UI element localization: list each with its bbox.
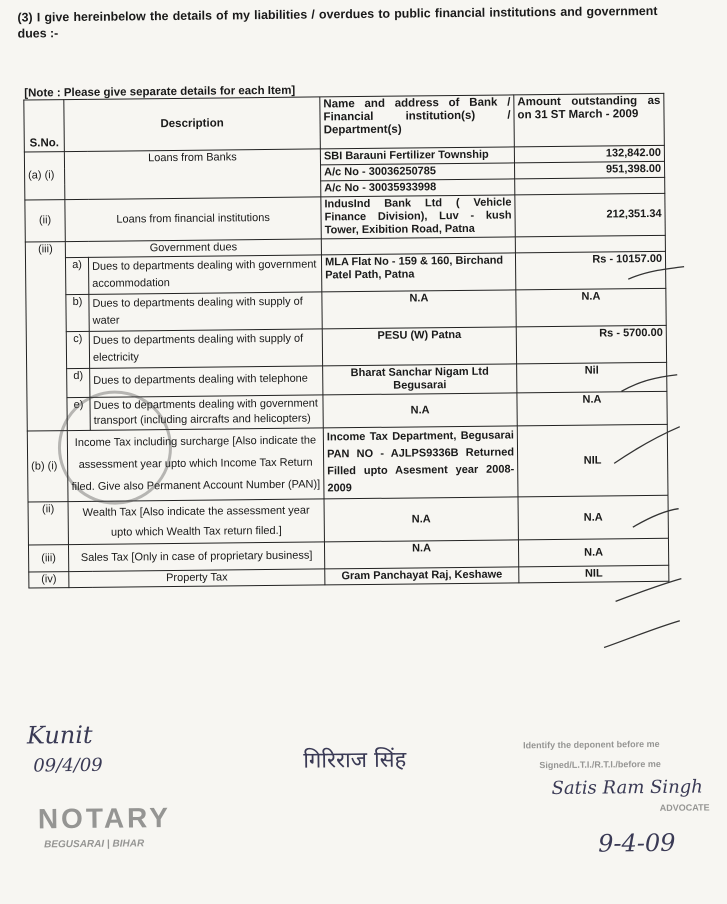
amount-value: N.A <box>517 391 667 426</box>
bank-name: N.A <box>324 497 518 542</box>
bank-name: N.A <box>324 540 518 569</box>
row-sno: (iv) <box>29 572 69 588</box>
amount-value: Rs - 10157.00 <box>515 251 665 290</box>
header-bank: Name and address of Bank / Financial institution(s) / Department(s) <box>320 95 515 149</box>
amount-value: N.A <box>516 288 666 327</box>
sub-label: e) <box>67 397 90 430</box>
row-description: Government dues <box>65 239 321 258</box>
tick-mark-icon <box>602 619 682 652</box>
sub-label: c) <box>66 331 89 368</box>
table-row <box>25 193 665 242</box>
row-sno: (iii) <box>28 545 68 572</box>
row-description: Wealth Tax [Also indicate the assessment year upto which Wealth Tax return filed.] <box>68 499 324 545</box>
notary-place: BEGUSARAI | BIHAR <box>44 838 145 851</box>
bank-name: N.A <box>323 393 517 428</box>
amount-value: 212,351.34 <box>515 193 665 237</box>
advocate-signature: Satis Ram Singh <box>551 776 703 800</box>
tick-mark-icon <box>631 507 681 532</box>
row-description: Dues to departments dealing with government accommodation <box>88 255 321 294</box>
row-sno: (iii) <box>25 242 67 431</box>
row-description: Loans from Banks <box>64 149 321 200</box>
initial-signature: Kunit <box>26 720 93 750</box>
amount-value: N.A <box>518 538 668 567</box>
notary-stamp: NOTARY <box>37 802 172 835</box>
tick-mark-icon <box>612 425 682 466</box>
initial-date: 09/4/09 <box>33 754 103 777</box>
tick-mark-icon <box>613 577 683 606</box>
row-sno: (a) (i) <box>24 152 65 200</box>
amount-value: N.A <box>518 495 668 540</box>
bank-name: Income Tax Department, Begusarai PAN NO - AJLPS9336B Returned Filled upto Asesment year 2008-2009 <box>323 426 518 499</box>
row-description: Sales Tax [Only in case of proprietary business] <box>68 542 324 572</box>
sub-label: d) <box>67 368 90 397</box>
deponent-signature: गिरिराज सिंह <box>303 747 407 774</box>
notary-round-stamp <box>57 390 172 505</box>
header-amount: Amount outstanding as on 31 ST March - 2009 <box>514 93 665 147</box>
amount-value: Nil <box>517 362 667 393</box>
bank-name: Bharat Sanchar Nigam Ltd Begusarai <box>323 364 517 395</box>
row-description: Dues to departments dealing with telephone <box>90 366 323 397</box>
identify-text: Identify the deponent before me <box>523 738 660 751</box>
row-sno: (ii) <box>25 200 65 242</box>
row-description: Dues to departments dealing with government transport (including aircrafts and helicopters) <box>90 395 323 430</box>
row-description: Loans from financial institutions <box>65 197 321 242</box>
amount-value: Rs - 5700.00 <box>516 325 666 364</box>
amount-value: 951,398.00 <box>515 161 665 179</box>
intro-paragraph: (3) I give hereinbelow the details of my liabilities / overdues to public financial institutions and government dues :- <box>17 3 658 41</box>
row-sno: (ii) <box>28 502 68 545</box>
identify-text-2: Signed/L.T.I./R.T.I./before me <box>539 758 661 771</box>
row-description: Dues to departments dealing with supply of water <box>89 292 322 331</box>
bank-name: Gram Panchayat Raj, Keshawe <box>325 567 519 585</box>
account-number: A/c No - 30035933998 <box>321 179 515 197</box>
row-description: Dues to departments dealing with supply of electricity <box>89 329 322 368</box>
amount-value: NIL <box>519 565 669 583</box>
amount-value: NIL <box>517 424 668 497</box>
header-sno: S.No. <box>24 100 65 152</box>
sub-label: a) <box>65 257 88 294</box>
bank-name: SBI Barauni Fertilizer Township <box>320 147 514 165</box>
row-description: Property Tax <box>69 569 325 588</box>
note-text: [Note : Please give separate details for each Item] <box>24 84 296 100</box>
liabilities-table <box>23 93 669 589</box>
header-description: Description <box>64 97 321 152</box>
bank-name: PESU (W) Patna <box>322 327 516 366</box>
advocate-date: 9-4-09 <box>597 828 676 858</box>
bank-name: MLA Flat No - 159 & 160, Birchand Patel Path, Patna <box>321 253 515 292</box>
amount-value: 132,842.00 <box>514 145 664 163</box>
advocate-label: ADVOCATE <box>659 802 710 813</box>
row-sno: (b) (i) <box>27 431 68 502</box>
amount-empty <box>515 235 665 253</box>
row-description: Income Tax including surcharge [Also indicate the assessment year upto which Income Tax Return filed. Give also Permanent Account Number (PAN)] <box>67 428 324 502</box>
table-header-row <box>24 93 665 152</box>
account-number: A/c No - 30036250785 <box>321 163 515 181</box>
amount-empty <box>515 177 665 195</box>
bank-name: IndusInd Bank Ltd ( Vehicle Finance Division), Luv - kush Tower, Exibition Road, Patna <box>321 195 515 239</box>
tick-mark-icon <box>626 265 686 290</box>
sub-label: b) <box>66 294 89 331</box>
bank-name: N.A <box>322 290 516 329</box>
tick-mark-icon <box>619 373 679 398</box>
